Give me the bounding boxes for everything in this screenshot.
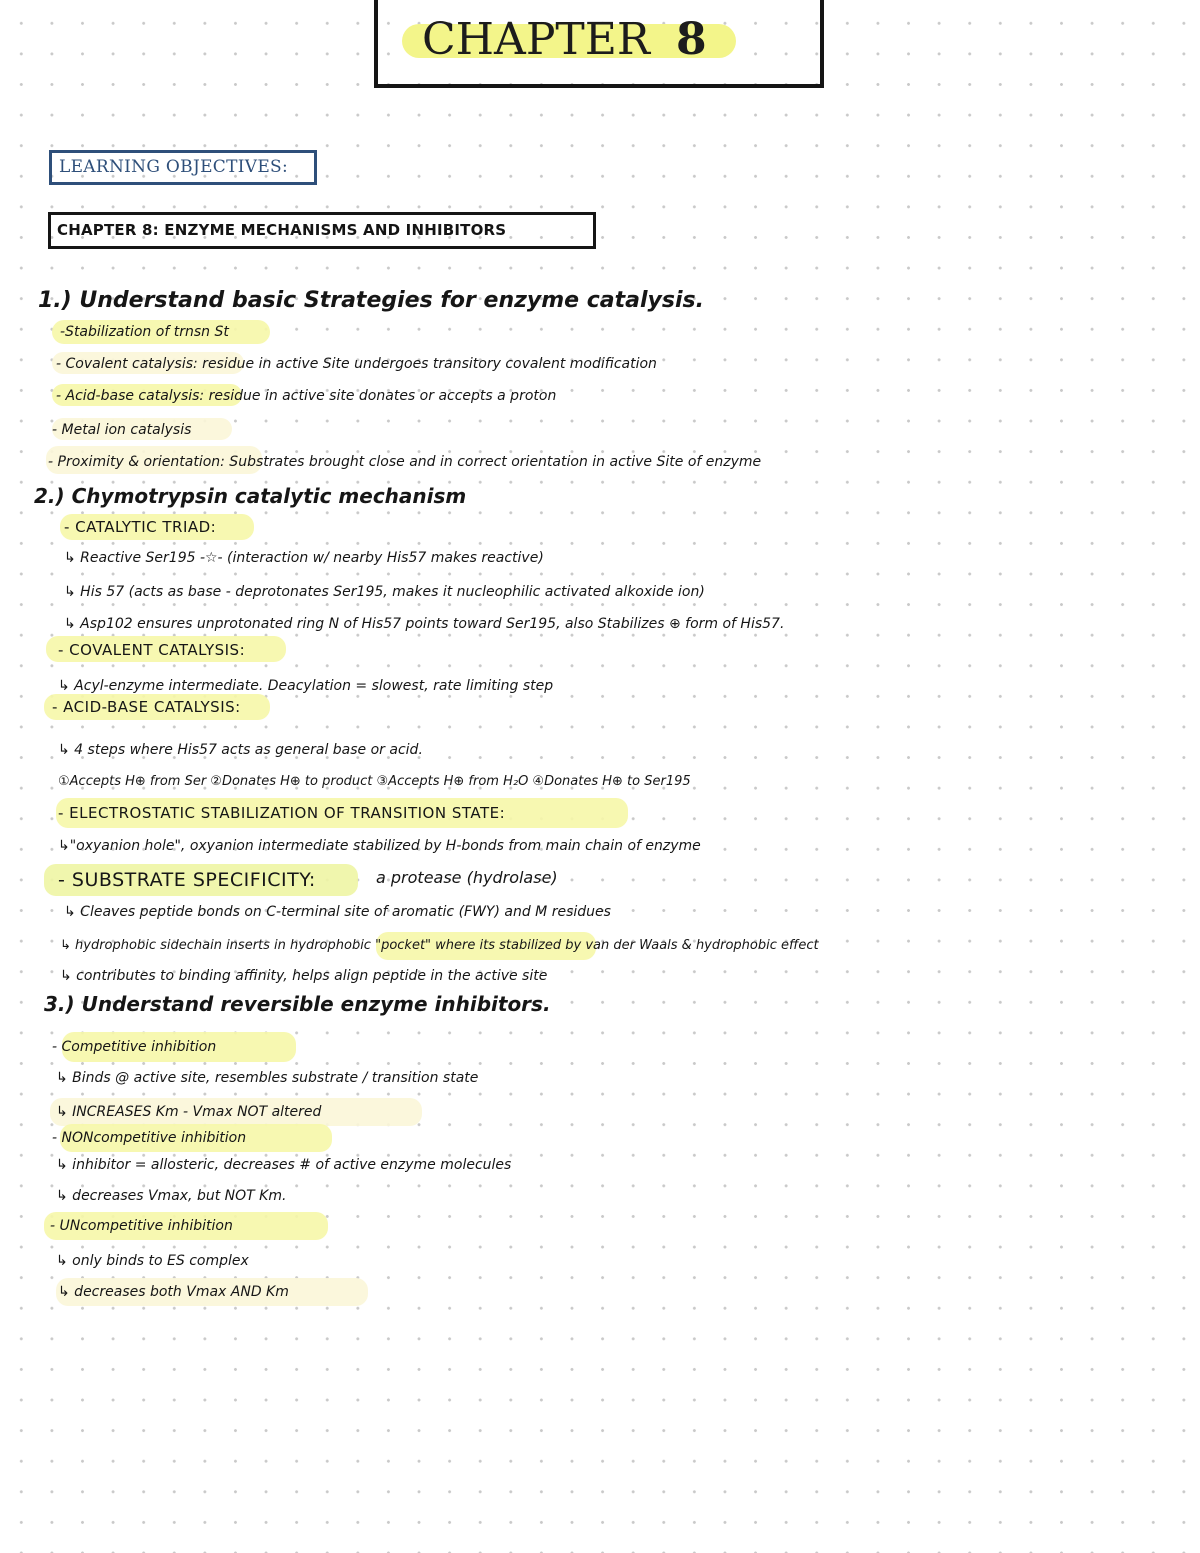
list-item: ↳ Cleaves peptide bonds on C-terminal site of aromatic (FWY) and M residues <box>64 904 611 920</box>
list-item: ↳ inhibitor = allosteric, decreases # of active enzyme molecules <box>56 1157 512 1173</box>
list-item: ↳ contributes to binding affinity, helps align peptide in the active site <box>60 968 548 984</box>
list-item: ↳ 4 steps where His57 acts as general base or acid. <box>58 742 423 758</box>
section-heading: 3.) Understand reversible enzyme inhibitors. <box>44 992 551 1016</box>
list-item: ↳ hydrophobic sidechain inserts in hydrophobic "pocket" where its stabilized by van der Waals & hydrophobic effect <box>60 938 819 953</box>
section-heading: 1.) Understand basic Strategies for enzyme catalysis. <box>38 288 704 313</box>
learning-objectives-label: LEARNING OBJECTIVES: <box>49 150 317 185</box>
list-item: - Covalent catalysis: residue in active Site undergoes transitory covalent modification <box>56 356 657 372</box>
list-item: ↳ decreases both Vmax AND Km <box>58 1284 289 1300</box>
list-item: ↳ INCREASES Km - Vmax NOT altered <box>56 1104 322 1120</box>
list-item: ↳ Asp102 ensures unprotonated ring N of His57 points toward Ser195, also Stabilizes ⊕ form of His57. <box>64 616 785 632</box>
list-item: - NONcompetitive inhibition <box>52 1130 247 1146</box>
chapter-heading: CHAPTER 8: ENZYME MECHANISMS AND INHIBITORS <box>48 212 596 249</box>
list-item: ↳"oxyanion hole", oxyanion intermediate stabilized by H-bonds from main chain of enzyme <box>58 838 701 854</box>
subheading: - ELECTROSTATIC STABILIZATION OF TRANSITION STATE: <box>58 804 506 822</box>
list-item: -Stabilization of trnsn St <box>60 324 229 340</box>
subheading: - SUBSTRATE SPECIFICITY: <box>58 869 316 891</box>
chapter-title: CHAPTER <box>422 14 651 65</box>
list-item: - UNcompetitive inhibition <box>50 1218 233 1234</box>
list-item: - Proximity & orientation: Substrates brought close and in correct orientation in active Site of enzyme <box>48 454 762 470</box>
section-heading: 2.) Chymotrypsin catalytic mechanism <box>34 484 467 508</box>
list-item: ↳ Reactive Ser195 -☆- (interaction w/ nearby His57 makes reactive) <box>64 550 544 566</box>
list-item: ↳ Binds @ active site, resembles substrate / transition state <box>56 1070 479 1086</box>
list-item: ↳ Acyl-enzyme intermediate. Deacylation = slowest, rate limiting step <box>58 678 554 694</box>
list-item: - Competitive inhibition <box>52 1039 217 1055</box>
list-item: ↳ His 57 (acts as base - deprotonates Ser195, makes it nucleophilic activated alkoxide ion) <box>64 584 705 600</box>
subheading: - CATALYTIC TRIAD: <box>64 518 217 536</box>
list-item: a protease (hydrolase) <box>376 868 558 887</box>
list-item: ↳ decreases Vmax, but NOT Km. <box>56 1188 287 1204</box>
subheading: - ACID-BASE CATALYSIS: <box>52 698 241 716</box>
list-item: - Metal ion catalysis <box>52 422 192 438</box>
list-item: ↳ only binds to ES complex <box>56 1253 249 1269</box>
list-item: ①Accepts H⊕ from Ser ②Donates H⊕ to product ③Accepts H⊕ from H₂O ④Donates H⊕ to Ser195 <box>58 774 691 789</box>
subheading: - COVALENT CATALYSIS: <box>58 641 246 659</box>
chapter-number: 8 <box>676 14 707 65</box>
list-item: - Acid-base catalysis: residue in active site donates or accepts a proton <box>56 388 557 404</box>
